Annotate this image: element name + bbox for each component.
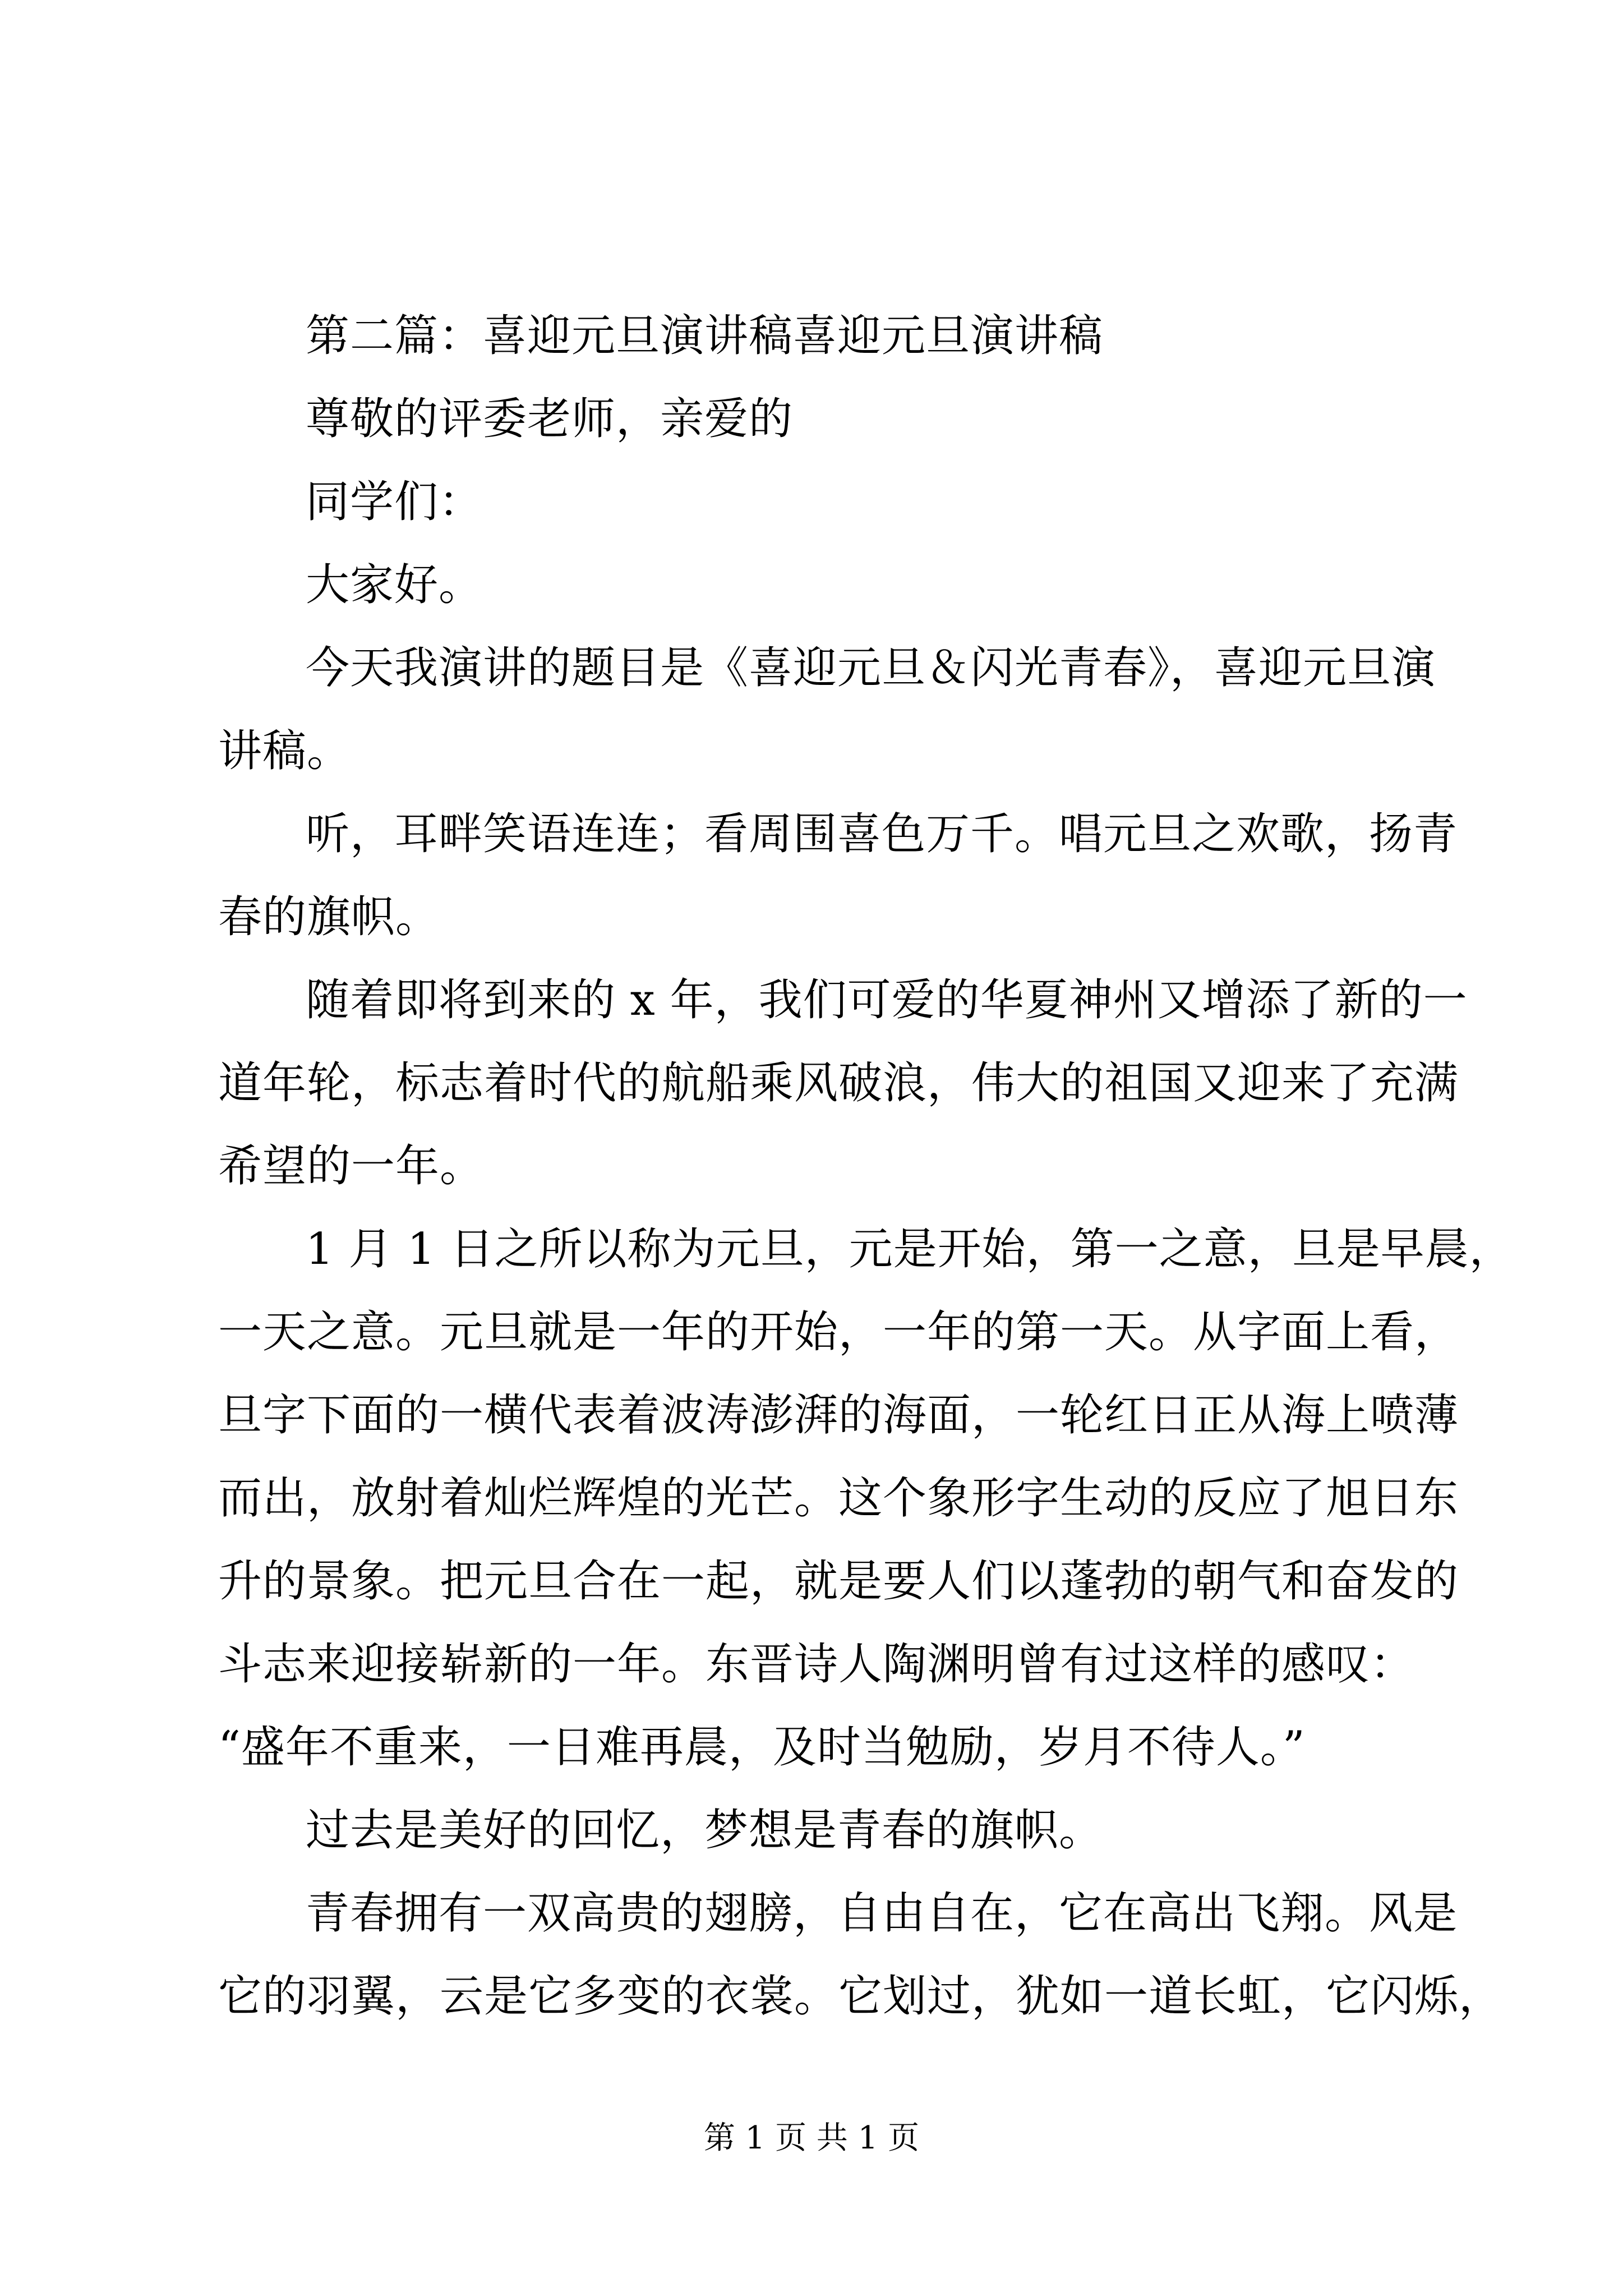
page-number-footer: 第 1 页 共 1 页 bbox=[703, 2120, 920, 2156]
salutation-line: 同学们： bbox=[306, 477, 483, 527]
body-line: 斗志来迎接崭新的一年。东晋诗人陶渊明曾有过这样的感叹： bbox=[218, 1639, 1415, 1690]
body-line: 升的景象。把元旦合在一起，就是要人们以蓬勃的朝气和奋发的 bbox=[218, 1556, 1459, 1607]
body-line: 道年轮，标志着时代的航船乘风破浪，伟大的祖国又迎来了充满 bbox=[218, 1058, 1459, 1108]
quote-line: “盛年不重来，一日难再晨，及时当勉励，岁月不待人。” bbox=[218, 1722, 1306, 1773]
body-line: 随着即将到来的 x 年，我们可爱的华夏神州又增添了新的一 bbox=[306, 975, 1468, 1025]
salutation-line: 尊敬的评委老师，亲爱的 bbox=[306, 394, 794, 444]
body-line: 今天我演讲的题目是《喜迎元旦＆闪光青春》，喜迎元旦演 bbox=[306, 643, 1436, 693]
section-heading: 第二篇：喜迎元旦演讲稿喜迎元旦演讲稿 bbox=[306, 311, 1104, 361]
body-line: 它的羽翼，云是它多变的衣裳。它划过，犹如一道长虹，它闪烁， bbox=[218, 1971, 1504, 2022]
body-line: 讲稿。 bbox=[218, 726, 352, 776]
body-line: 希望的一年。 bbox=[218, 1141, 485, 1191]
body-line: 而出，放射着灿烂辉煌的光芒。这个象形字生动的反应了旭日东 bbox=[218, 1473, 1459, 1524]
body-line: 一天之意。元旦就是一年的开始，一年的第一天。从字面上看， bbox=[218, 1307, 1459, 1358]
body-line: 春的旗帜。 bbox=[218, 892, 440, 942]
body-line: 旦字下面的一横代表着波涛澎湃的海面，一轮红日正从海上喷薄 bbox=[218, 1390, 1459, 1441]
greeting-line: 大家好。 bbox=[306, 560, 483, 610]
body-line: 过去是美好的回忆，梦想是青春的旗帜。 bbox=[306, 1805, 1104, 1856]
body-line: 听，耳畔笑语连连；看周围喜色万千。唱元旦之欢歌，扬青 bbox=[306, 809, 1458, 859]
body-line: 1 月 1 日之所以称为元旦，元是开始，第一之意，旦是早晨， bbox=[306, 1224, 1514, 1274]
body-line: 青春拥有一双高贵的翅膀，自由自在，它在高出飞翔。风是 bbox=[306, 1888, 1458, 1939]
